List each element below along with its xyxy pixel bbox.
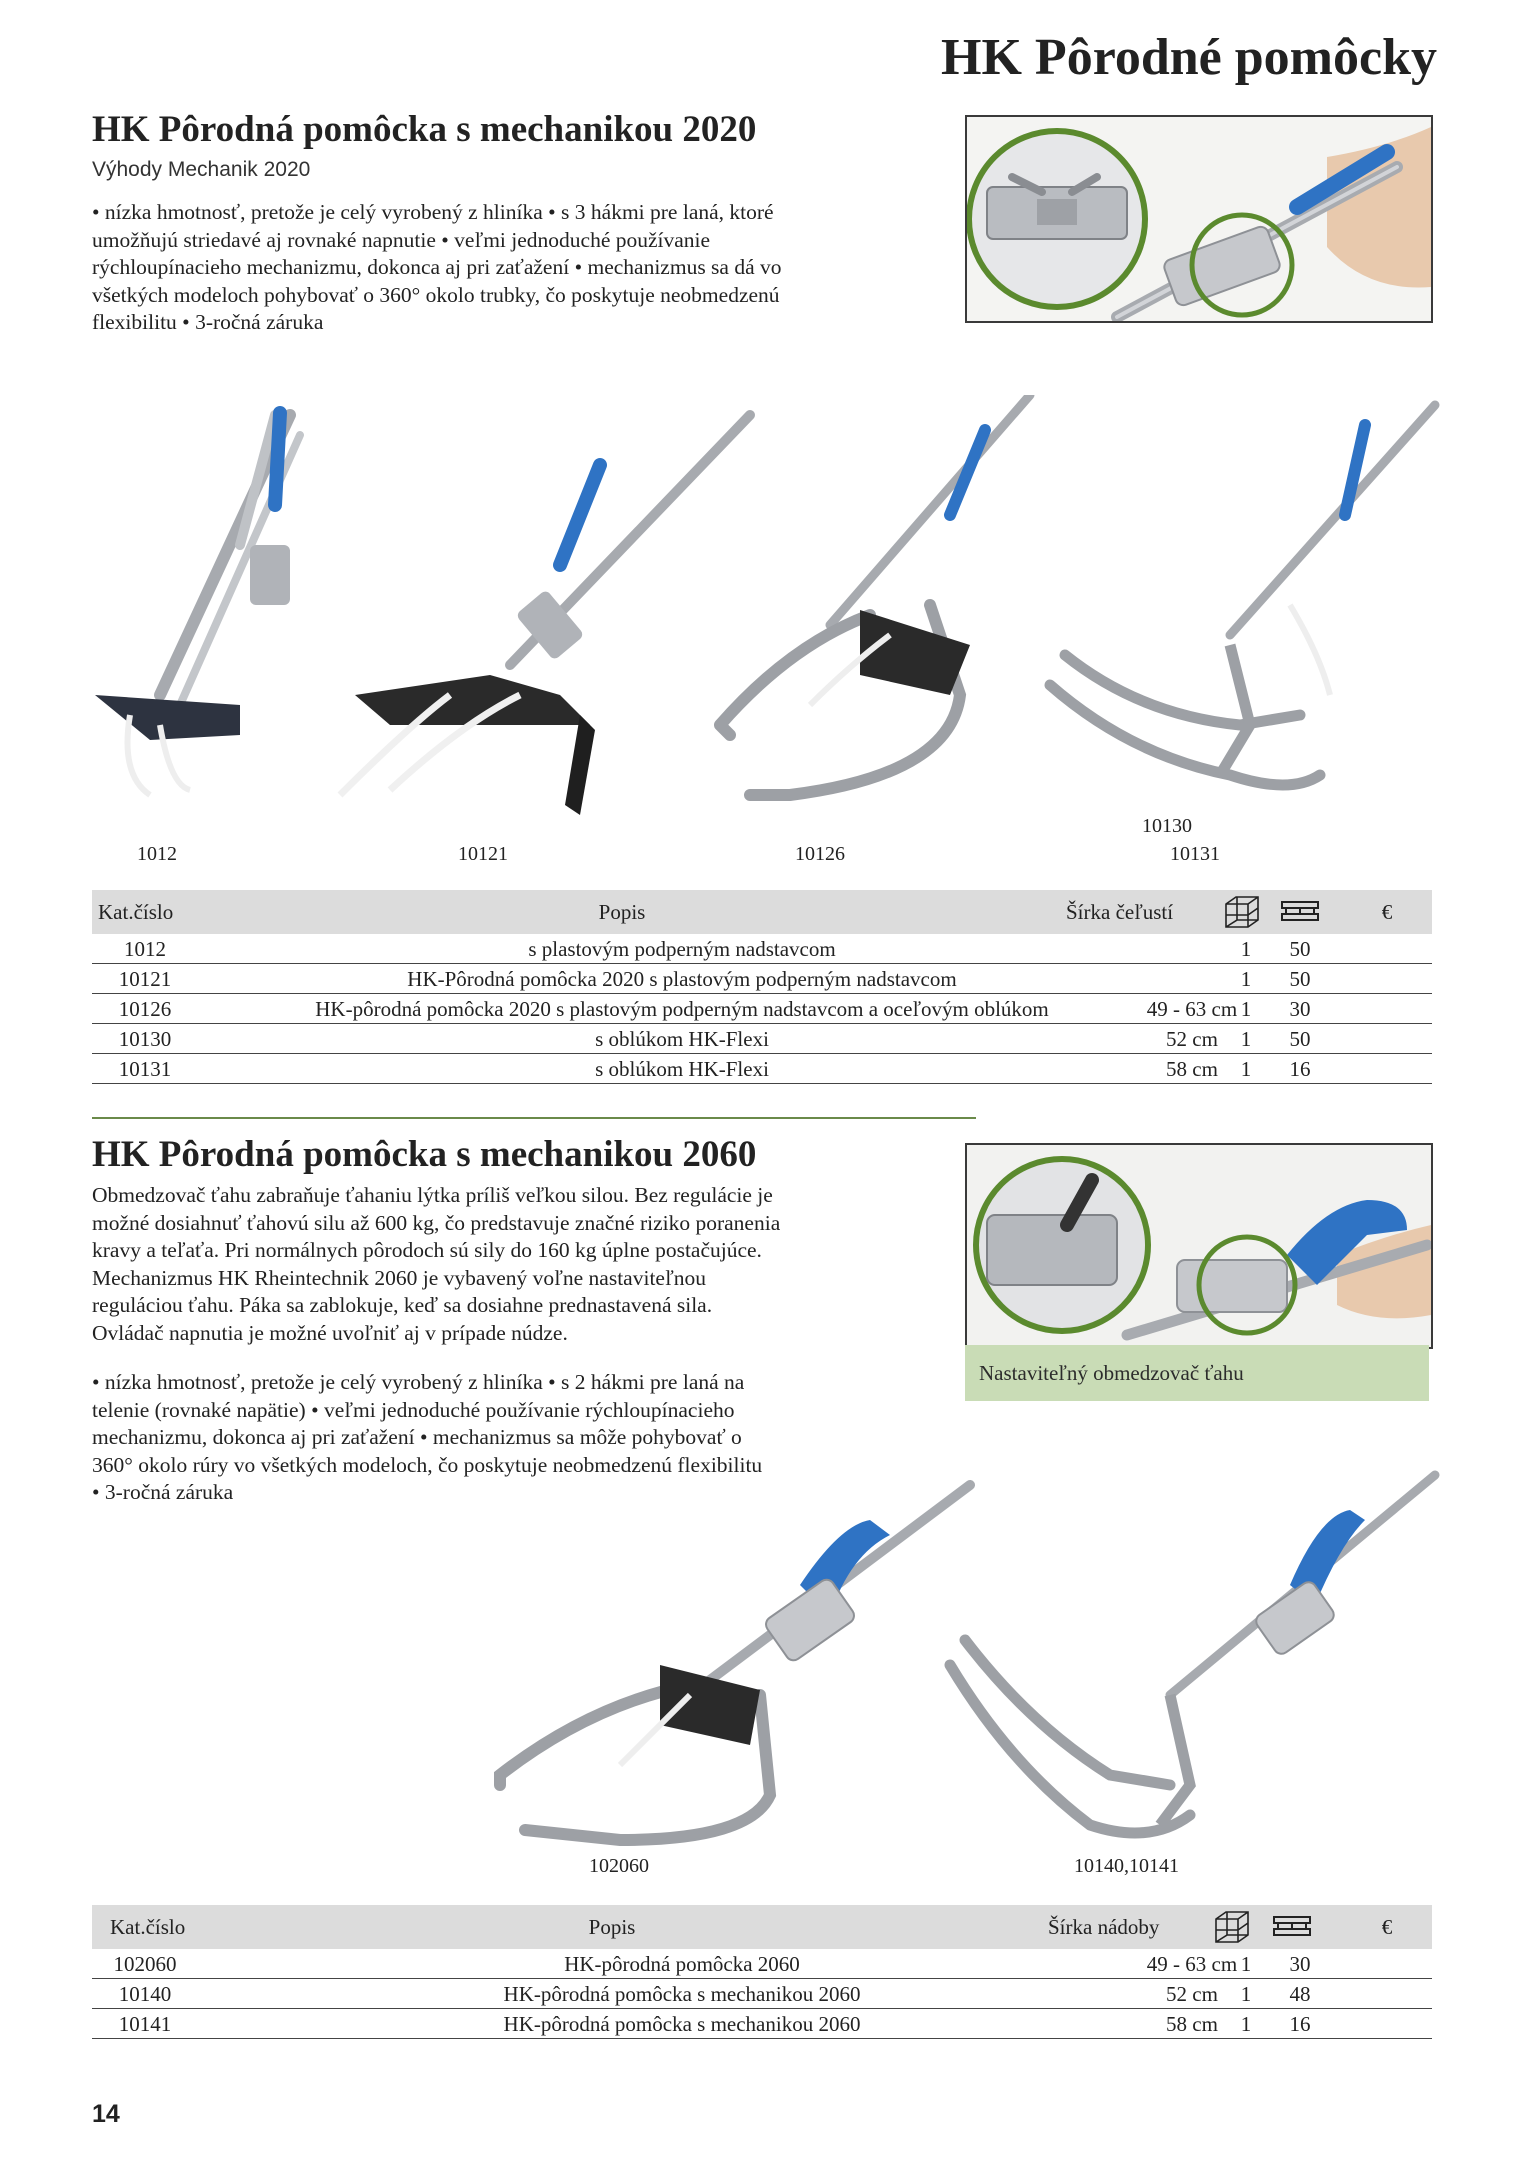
cell-popis: s oblúkom HK-Flexi xyxy=(595,1057,769,1081)
cell-popis: s plastovým podperným nadstavcom xyxy=(528,937,836,961)
package-box-icon xyxy=(1222,894,1262,930)
header-currency: € xyxy=(1381,1915,1393,1939)
page-number: 14 xyxy=(92,2100,120,2128)
description-line: flexibilitu • 3-ročná záruka xyxy=(92,310,324,334)
header-currency: € xyxy=(1381,900,1393,924)
description-line: umožňujú striedavé aj rovnaké napnutie • veľmi jednoduché používanie xyxy=(92,227,711,252)
table-row xyxy=(92,1024,1432,1054)
cell-kat: 10141 xyxy=(118,2012,172,2036)
bullet-line: mechanizmu, dokonca aj pri zaťažení • mechanizmus sa môže pohybovať o xyxy=(92,1425,742,1449)
cell-kat: 10130 xyxy=(118,1027,172,1051)
product-label: 10130 xyxy=(1142,815,1192,837)
description-line: • nízka hmotnosť, pretože je celý vyrobený z hliníka • s 3 hákmi pre laná, ktoré xyxy=(92,200,774,224)
bullet-line: 360° okolo rúry vo všetkých modeloch, čo poskytuje neobmedzenú flexibilitu xyxy=(92,1452,763,1477)
product-image-102060 xyxy=(500,1485,970,1840)
cell-popis: HK-pôrodná pomôcka 2020 s plastovým podperným nadstavcom a oceľovým oblúkom xyxy=(315,997,1049,1021)
section-divider xyxy=(92,1117,976,1119)
pallet-icon xyxy=(1272,1913,1312,1941)
cell-popis: HK-pôrodná pomôcka s mechanikou 2060 xyxy=(503,1982,861,2006)
product-table xyxy=(92,890,1432,1084)
cell-qty-pallet: 16 xyxy=(1289,2012,1311,2036)
mechanism-detail-photo xyxy=(965,115,1433,323)
cell-kat: 10126 xyxy=(118,997,172,1021)
cell-popis: HK-Pôrodná pomôcka 2020 s plastovým podperným nadstavcom xyxy=(407,967,957,991)
intro-line: možné dosiahnuť ťahovú silu až 600 kg, čo predstavuje značné riziko poranenia xyxy=(92,1210,781,1235)
cell-qty-pallet: 30 xyxy=(1289,997,1311,1021)
cell-popis: s oblúkom HK-Flexi xyxy=(595,1027,769,1051)
header-sirka: Šírka nádoby xyxy=(1048,1915,1160,1939)
product-label: 10140,10141 xyxy=(1074,1855,1179,1877)
product-image-1012 xyxy=(95,413,300,795)
section-intro xyxy=(92,1182,912,1347)
section-subtitle: Výhody Mechanik 2020 xyxy=(92,158,311,181)
description-line: rýchloupínacieho mechanizmu, dokonca aj pri zaťažení • mechanizmus sa dá vo xyxy=(92,255,782,279)
cell-qty-pallet: 50 xyxy=(1289,967,1311,991)
product-image-10130-10131 xyxy=(1050,405,1435,785)
cell-popis: HK-pôrodná pomôcka 2060 xyxy=(564,1952,800,1976)
description-line: všetkých modeloch pohybovať o 360° okolo trubky, čo poskytuje neobmedzenú xyxy=(92,282,780,307)
section-title: HK Pôrodná pomôcka s mechanikou 2060 xyxy=(92,1134,757,1175)
page-heading: HK Pôrodné pomôcky xyxy=(941,29,1437,86)
table-row xyxy=(92,1979,1432,2009)
section-description xyxy=(92,199,892,337)
cell-qty-pallet: 30 xyxy=(1289,1952,1311,1976)
header-kat: Kat.číslo xyxy=(110,1915,186,1939)
tension-limiter-photo xyxy=(965,1143,1433,1349)
cell-qty-box: 1 xyxy=(1240,997,1252,1021)
product-label: 1012 xyxy=(137,843,177,865)
intro-line: kravy a teľaťa. Pri normálnych pôrodoch sú sily do 160 kg úplne postačujúce. xyxy=(92,1238,762,1262)
table-row xyxy=(92,934,1432,964)
product-label: 102060 xyxy=(589,1855,649,1877)
product-table xyxy=(92,1905,1432,2039)
bullet-line: telenie (rovnaké napätie) • veľmi jednoduché používanie rýchloupínacieho xyxy=(92,1397,735,1422)
table-row xyxy=(92,964,1432,994)
table-header xyxy=(92,890,1432,934)
photo-caption: Nastaviteľný obmedzovač ťahu xyxy=(965,1345,1429,1401)
cell-qty-pallet: 16 xyxy=(1289,1057,1311,1081)
table-row xyxy=(92,994,1432,1024)
product-image-10126 xyxy=(720,395,1030,795)
header-sirka: Šírka čeľustí xyxy=(1066,900,1174,924)
cell-qty-box: 1 xyxy=(1240,937,1252,961)
cell-qty-box: 1 xyxy=(1240,1952,1252,1976)
cell-popis: HK-pôrodná pomôcka s mechanikou 2060 xyxy=(503,2012,861,2036)
table-row xyxy=(92,1054,1432,1084)
cell-qty-pallet: 48 xyxy=(1289,1982,1311,2006)
package-box-icon xyxy=(1212,1909,1252,1945)
table-header xyxy=(92,1905,1432,1949)
product-image-10140-10141 xyxy=(950,1475,1435,1833)
cell-qty-box: 1 xyxy=(1240,967,1252,991)
table-row xyxy=(92,2009,1432,2039)
cell-kat: 10121 xyxy=(118,967,172,991)
header-popis: Popis xyxy=(598,900,646,924)
header-popis: Popis xyxy=(588,1915,636,1939)
cell-sirka: 52 cm xyxy=(1166,1982,1218,2006)
cell-kat: 1012 xyxy=(124,937,166,961)
cell-kat: 10140 xyxy=(118,1982,172,2006)
cell-sirka: 49 - 63 cm xyxy=(1146,1952,1238,1976)
cell-sirka: 58 cm xyxy=(1166,1057,1218,1081)
cell-sirka: 49 - 63 cm xyxy=(1146,997,1238,1021)
intro-line: Ovládač napnutia je možné uvoľniť aj v prípade núdze. xyxy=(92,1320,568,1345)
product-label: 10126 xyxy=(795,843,845,865)
cell-sirka: 58 cm xyxy=(1166,2012,1218,2036)
product-images-row-2 xyxy=(470,1465,1450,1865)
intro-line: Obmedzovač ťahu zabraňuje ťahaniu lýtka príliš veľkou silou. Bez regulácie je xyxy=(92,1183,773,1207)
product-label: 10121 xyxy=(458,843,508,865)
intro-line: Mechanizmus HK Rheintechnik 2060 je vybavený voľne nastaviteľnou xyxy=(92,1265,706,1290)
product-label: 10131 xyxy=(1170,843,1220,865)
pallet-icon xyxy=(1280,898,1320,926)
cell-sirka: 52 cm xyxy=(1166,1027,1218,1051)
bullet-line: • nízka hmotnosť, pretože je celý vyrobený z hliníka • s 2 hákmi pre laná na xyxy=(92,1370,745,1394)
cell-qty-box: 1 xyxy=(1240,2012,1252,2036)
cell-kat: 102060 xyxy=(113,1952,177,1976)
header-kat: Kat.číslo xyxy=(98,900,174,924)
section-title: HK Pôrodná pomôcka s mechanikou 2020 xyxy=(92,109,757,150)
table-row xyxy=(92,1949,1432,1979)
intro-line: reguláciou ťahu. Páka sa zablokuje, keď sa dosiahne prednastavená sila. xyxy=(92,1293,713,1317)
bullet-line: • 3-ročná záruka xyxy=(92,1480,234,1504)
cell-qty-box: 1 xyxy=(1240,1027,1252,1051)
product-image-10121 xyxy=(340,415,750,815)
cell-qty-box: 1 xyxy=(1240,1057,1252,1081)
cell-qty-pallet: 50 xyxy=(1289,937,1311,961)
cell-qty-box: 1 xyxy=(1240,1982,1252,2006)
cell-kat: 10131 xyxy=(118,1057,172,1081)
product-images-row xyxy=(90,395,1450,835)
cell-qty-pallet: 50 xyxy=(1289,1027,1311,1051)
